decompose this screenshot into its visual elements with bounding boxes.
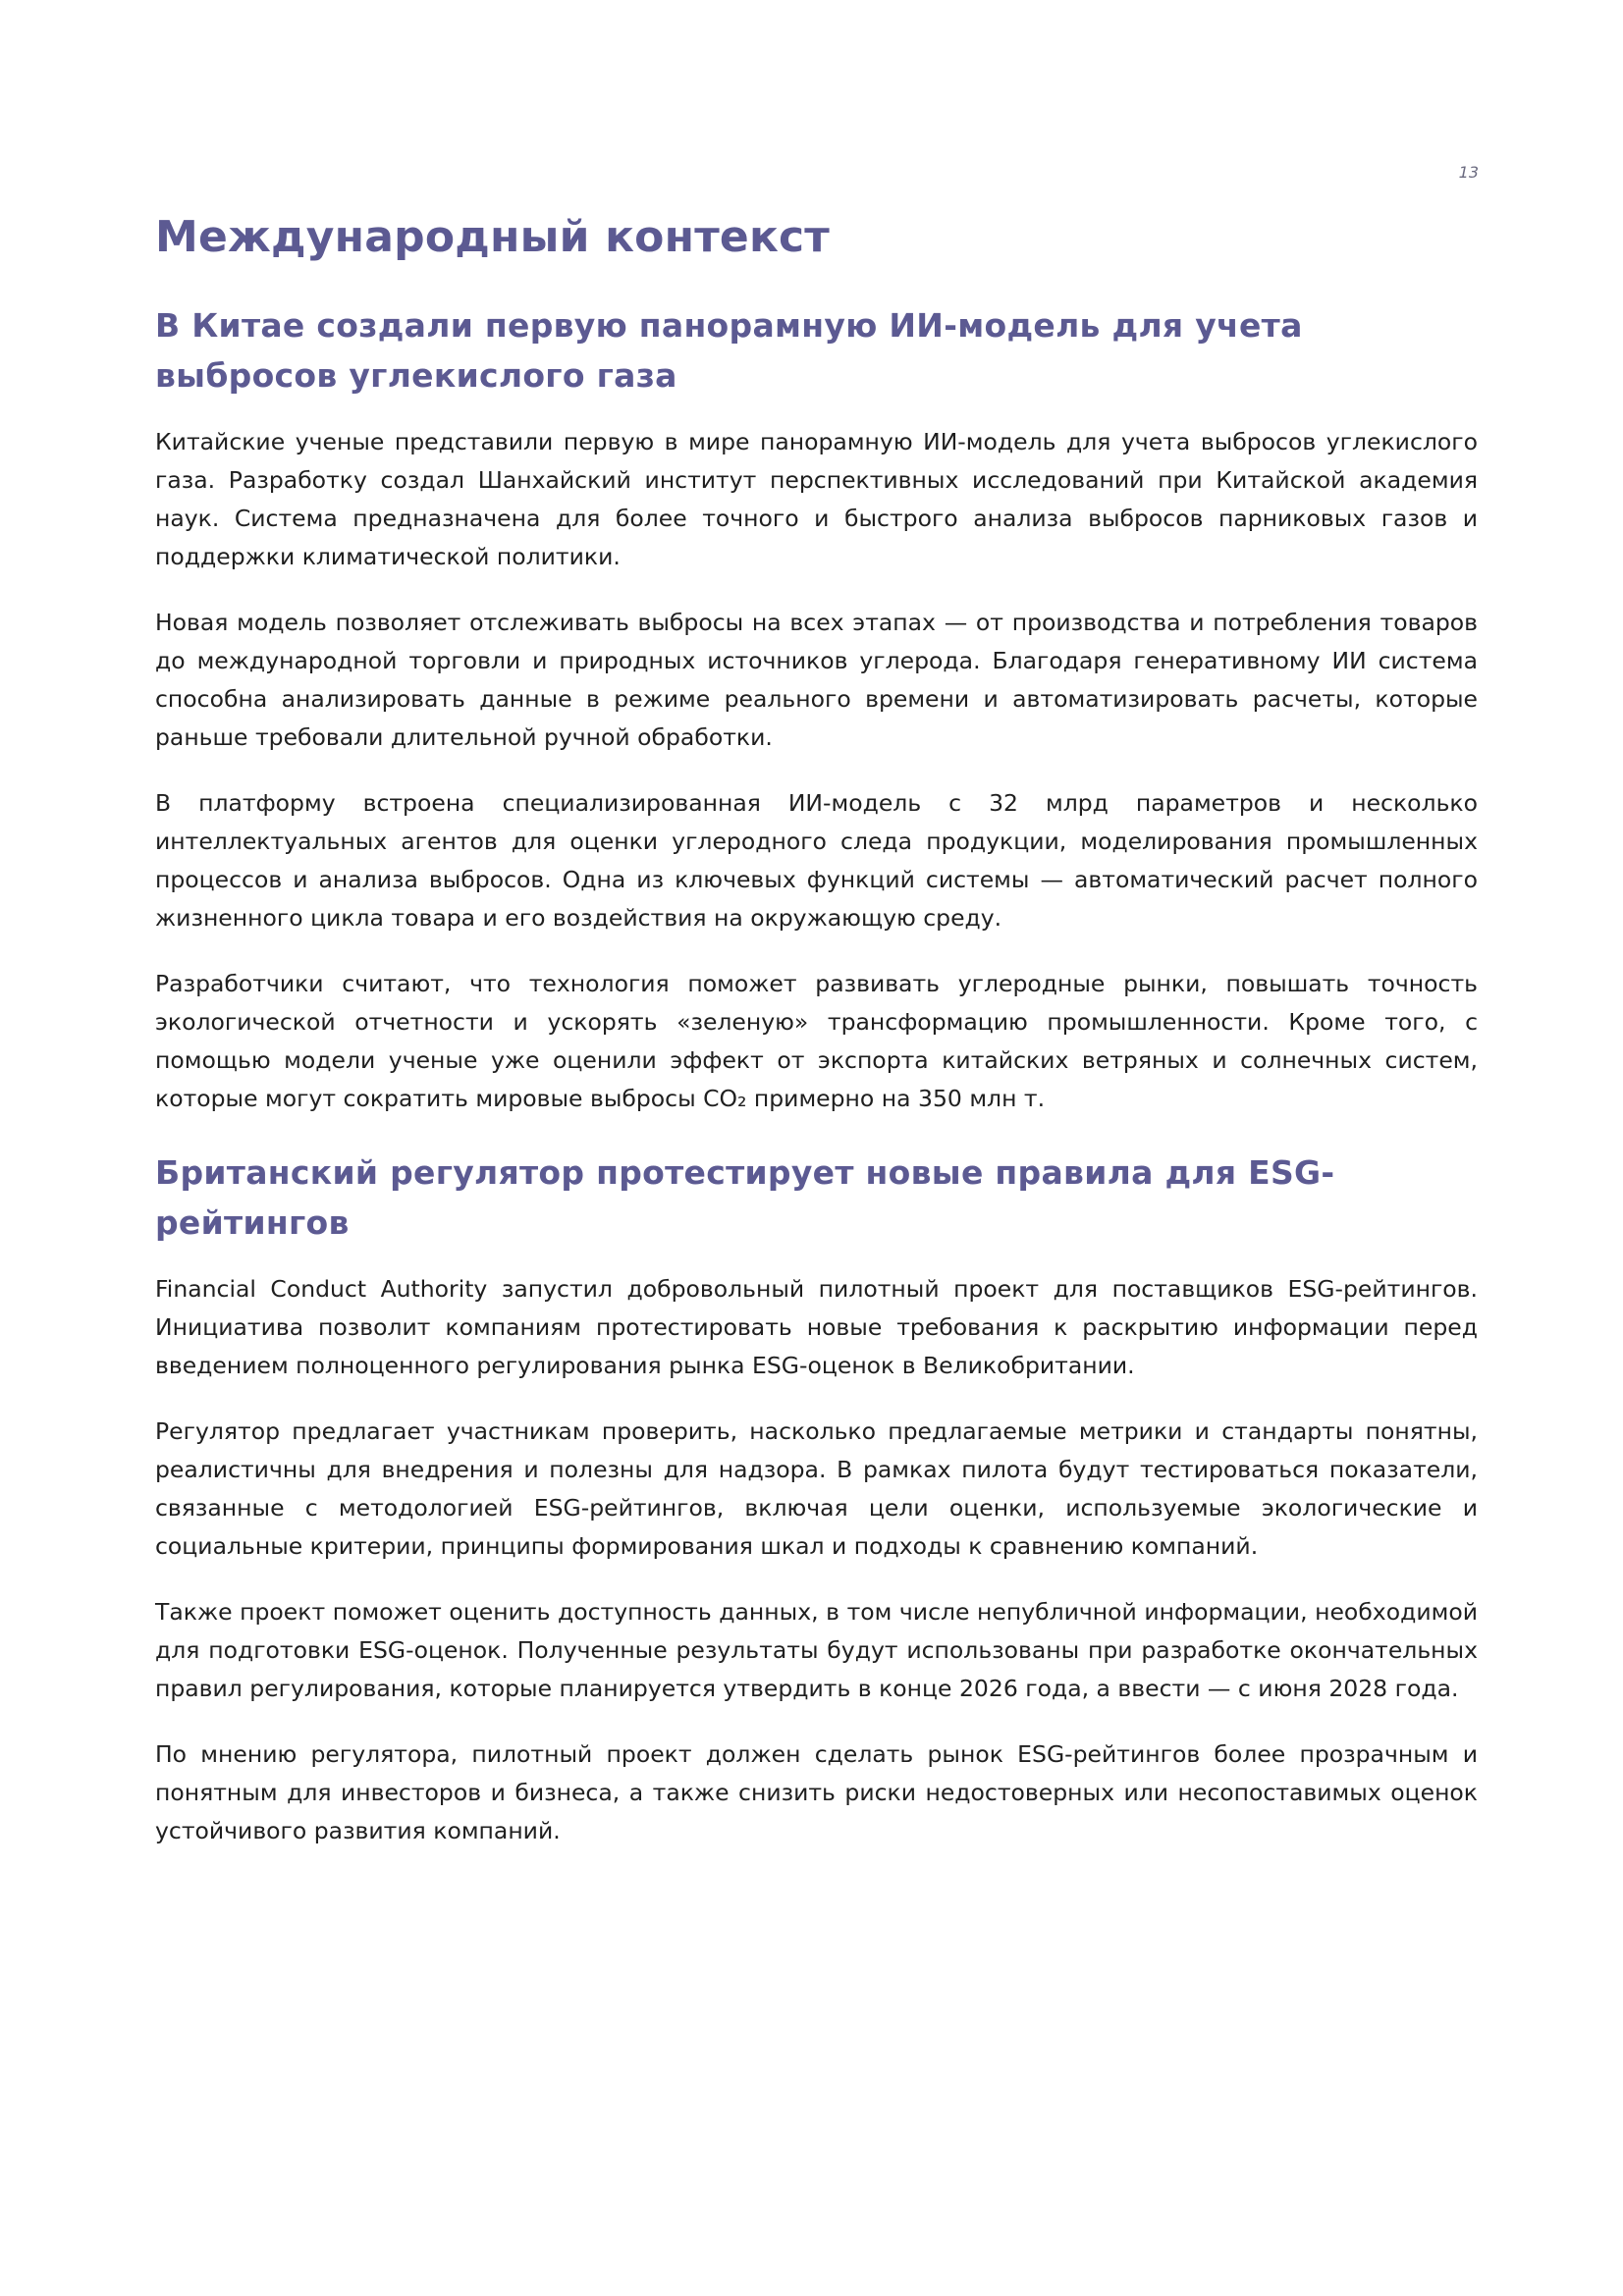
page-content bbox=[155, 208, 1478, 1880]
article-paragraph: Financial Conduct Authority запустил добровольный пилотный проект для поставщиков ESG-рейтингов. Инициатива позволит компаниям протестировать новые требования к раскрытию информации перед введением полноценного регулирования рынка ESG-оценок в Великобритании. bbox=[155, 1275, 1478, 1379]
article-paragraph: Также проект поможет оценить доступность данных, в том числе непубличной информации, необходимой для подготовки ESG-оценок. Полученные результаты будут использованы при разработке окончательных правил регулирования, которые планируется утвердить в конце 2026 года, а ввести — с июня 2028 года. bbox=[155, 1598, 1478, 1702]
article-paragraph: По мнению регулятора, пилотный проект должен сделать рынок ESG-рейтингов более прозрачным и понятным для инвесторов и бизнеса, а также снизить риски недостоверных или несопоставимых оценок устойчивого развития компаний. bbox=[155, 1740, 1478, 1844]
article-paragraph: Регулятор предлагает участникам проверить, насколько предлагаемые метрики и стандарты понятны, реалистичны для внедрения и полезны для надзора. В рамках пилота будут тестироваться показатели, связанные с методологией ESG-рейтингов, включая цели оценки, используемые экологические и социальные критерии, принципы формирования шкал и подходы к сравнению компаний. bbox=[155, 1417, 1478, 1560]
article-paragraph: Новая модель позволяет отслеживать выбросы на всех этапах — от производства и потребления товаров до международной торговли и природных источников углерода. Благодаря генеративному ИИ система способна анализировать данные в режиме реального времени и автоматизировать расчеты, которые раньше требовали длительной ручной обработки. bbox=[155, 609, 1478, 751]
article-china-ai-model bbox=[155, 300, 1478, 1118]
article-heading: В Китае создали первую панорамную ИИ-модель для учета выбросов углекислого газа bbox=[155, 306, 1303, 395]
article-paragraph: Разработчики считают, что технология поможет развивать углеродные рынки, повышать точность экологической отчетности и ускорять «зеленую» трансформацию промышленности. Кроме того, с помощью модели ученые уже оценили эффект от экспорта китайских ветряных и солнечных систем, которые могут сократить мировые выбросы CO₂ примерно на 350 млн т. bbox=[155, 970, 1478, 1112]
page-number: 13 bbox=[1458, 163, 1479, 182]
article-paragraph: Китайские ученые представили первую в мире панорамную ИИ-модель для учета выбросов углекислого газа. Разработку создал Шанхайский институт перспективных исследований при Китайской академия наук. Система предназначена для более точного и быстрого анализа выбросов парниковых газов и поддержки климатической политики. bbox=[155, 428, 1478, 570]
article-heading: Британский регулятор протестирует новые правила для ESG-рейтингов bbox=[155, 1153, 1335, 1242]
article-paragraph: В платформу встроена специализированная ИИ-модель с 32 млрд параметров и несколько интеллектуальных агентов для оценки углеродного следа продукции, моделирования промышленных процессов и анализа выбросов. Одна из ключевых функций системы — автоматический расчет полного жизненного цикла товара и его воздействия на окружающую среду. bbox=[155, 789, 1478, 932]
article-uk-esg-ratings bbox=[155, 1148, 1478, 1850]
page-title: Международный контекст bbox=[155, 212, 831, 262]
